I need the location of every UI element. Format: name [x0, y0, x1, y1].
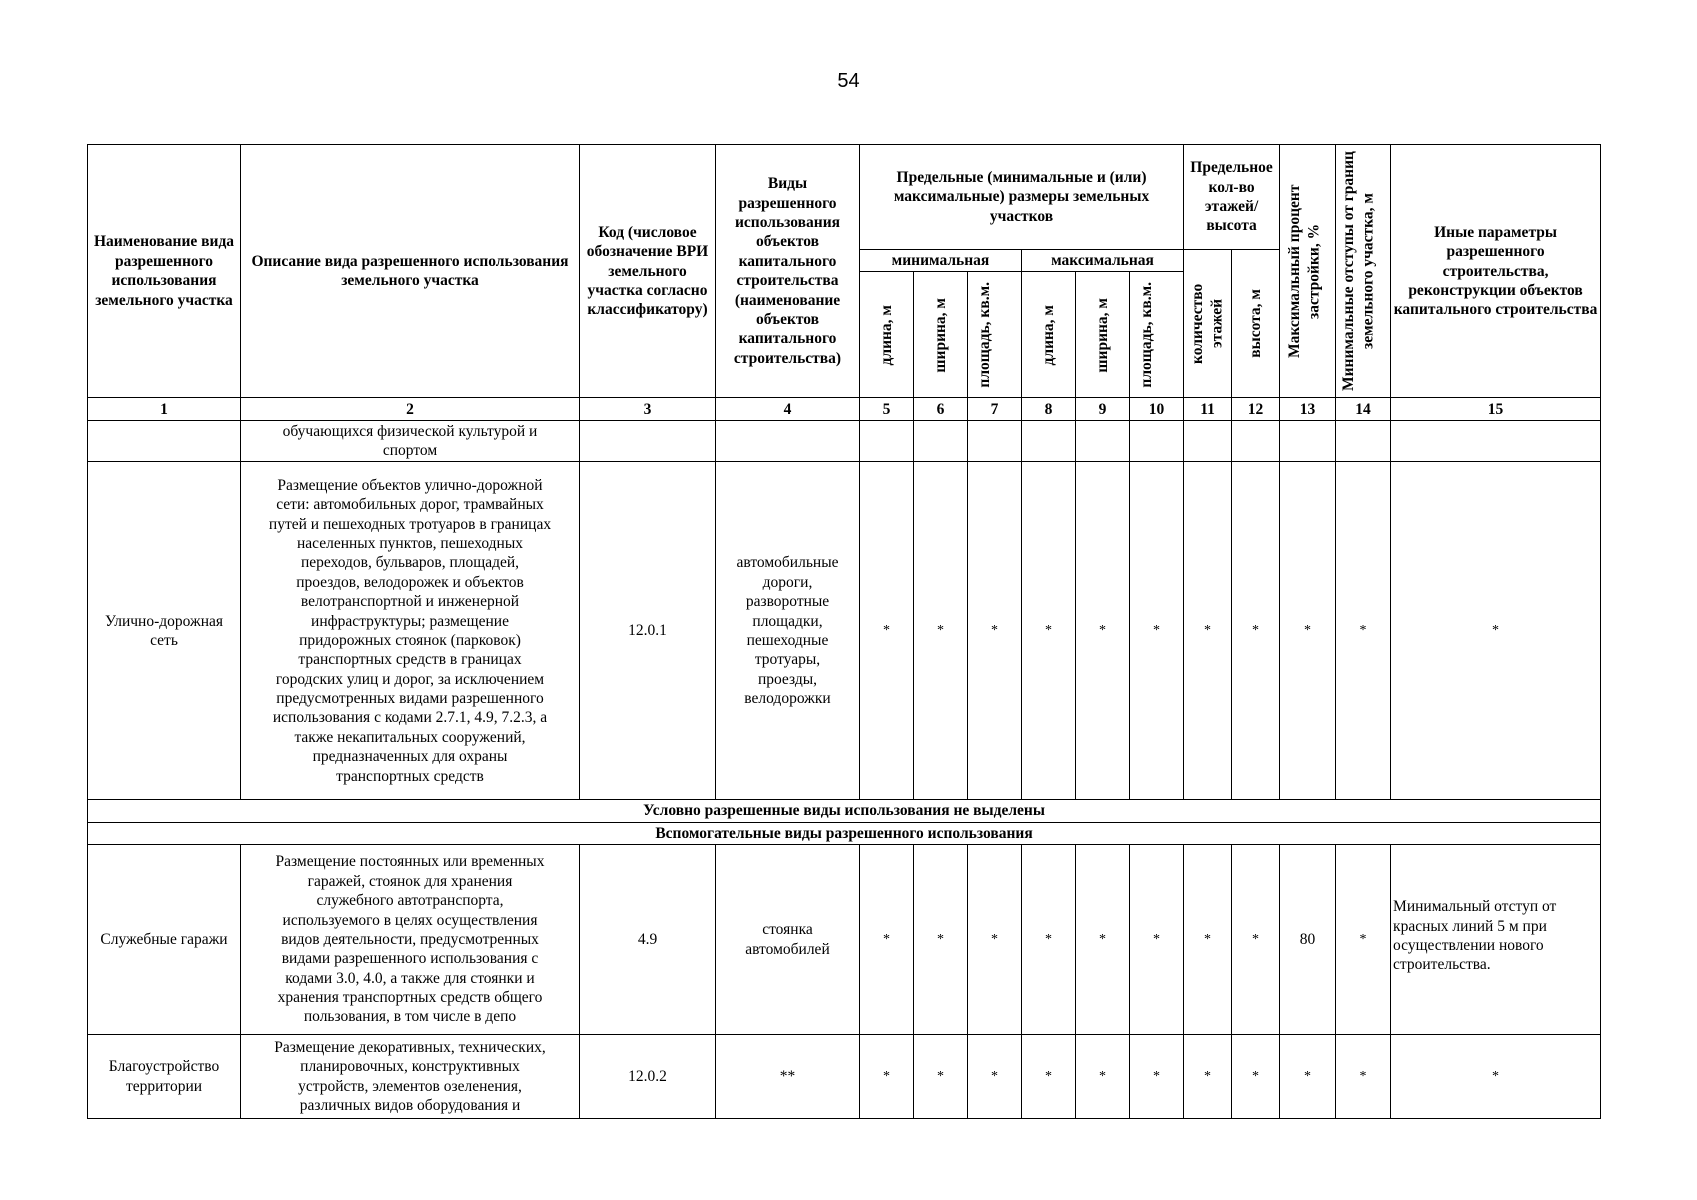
value-cell: * — [1022, 462, 1076, 800]
header-floors-height: Предельное кол-во этажей/ высота — [1184, 145, 1280, 250]
value-cell — [1022, 421, 1076, 462]
value-cell: * — [968, 1035, 1022, 1119]
value-cell: * — [1022, 845, 1076, 1035]
section-title: Условно разрешенные виды использования не выделены — [88, 800, 1601, 822]
column-number: 12 — [1232, 398, 1280, 421]
value-cell: 80 — [1280, 845, 1336, 1035]
use-description: обучающихся физической культурой и спортом — [241, 421, 580, 462]
column-number-row — [88, 398, 1601, 421]
column-number: 7 — [968, 398, 1022, 421]
value-cell — [1232, 421, 1280, 462]
column-number: 8 — [1022, 398, 1076, 421]
value-cell: * — [914, 1035, 968, 1119]
column-number: 5 — [860, 398, 914, 421]
section-row-auxiliary — [88, 822, 1601, 844]
use-description: Размещение постоянных или временных гаражей, стоянок для хранения служебного автотранспорта, используемого в целях осуществления видов деятельности, предусмотренных видами разрешенного использования с кодами 3.0, 4.0, а также для стоянки и хранения транспортных средств общего пользования, в том числе в депо — [241, 845, 580, 1035]
land-use-table — [87, 144, 1601, 1119]
value-cell: * — [1280, 462, 1336, 800]
use-name — [88, 421, 241, 462]
value-cell: * — [1280, 1035, 1336, 1119]
value-cell: * — [1130, 1035, 1184, 1119]
value-cell: * — [1184, 1035, 1232, 1119]
header-name: Наименование вида разрешенного использования земельного участка — [88, 145, 241, 398]
value-cell: * — [1076, 1035, 1130, 1119]
value-cell: * — [1076, 462, 1130, 800]
value-cell — [860, 421, 914, 462]
section-title: Вспомогательные виды разрешенного использования — [88, 822, 1601, 844]
use-code — [580, 421, 716, 462]
header-land-sizes: Предельные (минимальные и (или) максимальные) размеры земельных участков — [860, 145, 1184, 250]
value-cell — [1336, 421, 1391, 462]
value-cell: * — [914, 845, 968, 1035]
value-cell — [968, 421, 1022, 462]
header-max-length: длина, м — [1022, 272, 1076, 398]
value-cell — [1280, 421, 1336, 462]
value-cell: * — [860, 1035, 914, 1119]
column-number: 15 — [1391, 398, 1601, 421]
use-code: 12.0.2 — [580, 1035, 716, 1119]
other-params — [1391, 421, 1601, 462]
header-min-width: ширина, м — [914, 272, 968, 398]
other-params: Минимальный отступ от красных линий 5 м при осуществлении нового строительства. — [1391, 845, 1601, 1035]
header-min-setbacks: Минимальные отступы от границ земельного участка, м — [1336, 145, 1391, 398]
header-description: Описание вида разрешенного использования земельного участка — [241, 145, 580, 398]
value-cell: * — [968, 462, 1022, 800]
use-oks: ** — [716, 1035, 860, 1119]
header-min: минимальная — [860, 250, 1022, 272]
use-name: Служебные гаражи — [88, 845, 241, 1035]
use-name: Благоустройство территории — [88, 1035, 241, 1119]
value-cell — [1130, 421, 1184, 462]
use-oks — [716, 421, 860, 462]
value-cell: * — [1336, 462, 1391, 800]
value-cell: * — [1022, 1035, 1076, 1119]
header-max-width: ширина, м — [1076, 272, 1130, 398]
header-code: Код (числовое обозначение ВРИ земельного участка согласно классификатору) — [580, 145, 716, 398]
header-height: высота, м — [1232, 250, 1280, 398]
other-params: * — [1391, 462, 1601, 800]
column-number: 10 — [1130, 398, 1184, 421]
header-floors: количество этажей — [1184, 250, 1232, 398]
value-cell: * — [860, 845, 914, 1035]
column-number: 9 — [1076, 398, 1130, 421]
value-cell: * — [1184, 845, 1232, 1035]
value-cell: * — [1232, 462, 1280, 800]
value-cell: * — [1232, 845, 1280, 1035]
value-cell: * — [1232, 1035, 1280, 1119]
header-min-length: длина, м — [860, 272, 914, 398]
use-name: Улично-дорожная сеть — [88, 462, 241, 800]
value-cell: * — [1184, 462, 1232, 800]
use-code: 4.9 — [580, 845, 716, 1035]
table-row — [88, 1035, 1601, 1119]
header-max-area: площадь, кв.м. — [1130, 272, 1184, 398]
header-max-percent: Максимальный процент застройки, % — [1280, 145, 1336, 398]
page-number: 54 — [837, 70, 860, 92]
column-number: 11 — [1184, 398, 1232, 421]
table-row — [88, 462, 1601, 800]
column-number: 14 — [1336, 398, 1391, 421]
value-cell: * — [1130, 462, 1184, 800]
column-number: 2 — [241, 398, 580, 421]
header-max: максимальная — [1022, 250, 1184, 272]
value-cell: * — [1076, 845, 1130, 1035]
header-other-params: Иные параметры разрешенного строительства, реконструкции объектов капитального строительства — [1391, 145, 1601, 398]
use-description: Размещение декоративных, технических, планировочных, конструктивных устройств, элементов озеленения, различных видов оборудования и — [241, 1035, 580, 1119]
value-cell: * — [860, 462, 914, 800]
other-params: * — [1391, 1035, 1601, 1119]
value-cell: * — [968, 845, 1022, 1035]
column-number: 4 — [716, 398, 860, 421]
value-cell — [1184, 421, 1232, 462]
use-description: Размещение объектов улично-дорожной сети: автомобильных дорог, трамвайных путей и пешеходных тротуаров в границах населенных пунктов, пешеходных переходов, бульваров, площадей, проездов, велодорожек и объектов велотранспортной и инженерной инфраструктуры; размещение придорожных стоянок (парковок) транспортных средств в границах городских улиц и дорог, за исключением предусмотренных видами разрешенного использования с кодами 2.7.1, 4.9, 7.2.3, а также некапитальных сооружений, предназначенных для охраны транспортных средств — [241, 462, 580, 800]
value-cell: * — [1336, 845, 1391, 1035]
use-oks: автомобильные дороги, разворотные площадки, пешеходные тротуары, проезды, велодорожки — [716, 462, 860, 800]
section-row-conditional — [88, 800, 1601, 822]
column-number: 3 — [580, 398, 716, 421]
column-number: 13 — [1280, 398, 1336, 421]
column-number: 1 — [88, 398, 241, 421]
table-row — [88, 421, 1601, 462]
value-cell: * — [1130, 845, 1184, 1035]
table-row — [88, 845, 1601, 1035]
value-cell: * — [1336, 1035, 1391, 1119]
value-cell — [1076, 421, 1130, 462]
column-number: 6 — [914, 398, 968, 421]
header-oks: Виды разрешенного использования объектов капитального строительства (наименование объектов капитального строительства) — [716, 145, 860, 398]
value-cell — [914, 421, 968, 462]
use-code: 12.0.1 — [580, 462, 716, 800]
use-oks: стоянка автомобилей — [716, 845, 860, 1035]
value-cell: * — [914, 462, 968, 800]
header-min-area: площадь, кв.м. — [968, 272, 1022, 398]
